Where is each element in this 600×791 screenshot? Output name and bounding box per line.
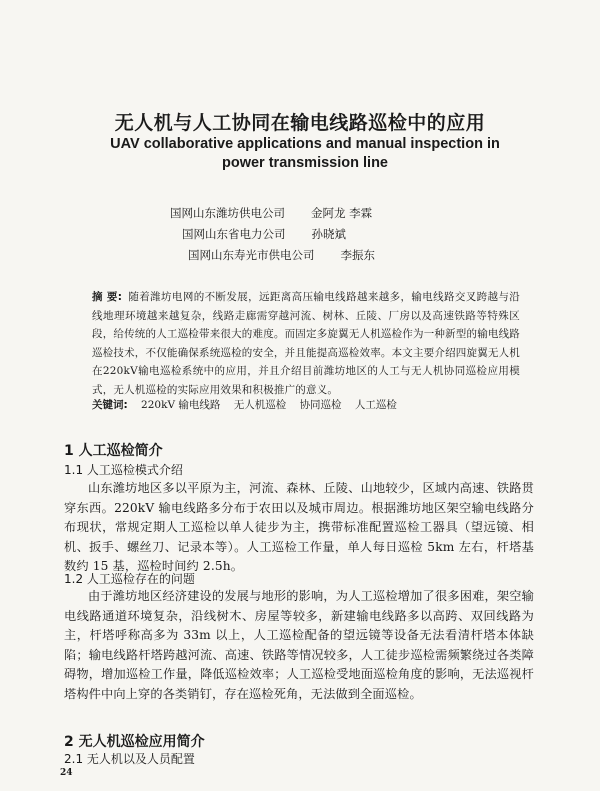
author-row — [170, 203, 490, 224]
paper-title-english: UAV collaborative applications and manual inspection in power transmission line — [110, 136, 500, 171]
author-affiliation: 国网山东寿光市供电公司 — [188, 248, 315, 262]
keyword: 人工巡检 — [354, 399, 397, 411]
author-row — [170, 224, 490, 245]
section-heading-1: 1 人工巡检简介 — [64, 443, 163, 459]
keyword: 协同巡检 — [299, 399, 342, 411]
author-affiliation: 国网山东潍坊供电公司 — [170, 206, 285, 220]
subsection-heading-2-1: 2.1 无人机以及人员配置 — [64, 752, 195, 766]
subsection-heading-1-2: 1.2 人工巡检存在的问题 — [64, 572, 195, 586]
section-heading-2: 2 无人机巡检应用简介 — [64, 734, 205, 750]
page-number: 24 — [60, 768, 73, 778]
paragraph-1-1: 山东潍坊地区多以平原为主，河流、森林、丘陵、山地较少，区域内高速、铁路贯穿东西。220kV 输电线路多分布于农田以及城市周边。根据潍坊地区架空输电线路分布现状，常规定期人工巡检以单人徒步为主，携带标准配置巡检工器具（望远镜、相机、扳手、螺丝刀、记录本等）。人工巡检工作量，单人每日巡检 5km 左右，杆塔基数约 15 基，巡检时间约 2.5h。 — [64, 481, 534, 573]
abstract — [92, 288, 520, 399]
author-block — [170, 203, 490, 266]
keyword: 220kV 输电线路 — [141, 399, 221, 411]
author-affiliation: 国网山东省电力公司 — [182, 227, 286, 241]
abstract-text: 随着潍坊电网的不断发展，远距离高压输电线路越来越多，输电线路交叉跨越与沿线地理环境越来越复杂，线路走廊需穿越河流、树林、丘陵、厂房以及高速铁路等特殊区段，给传统的人工巡检带来很大的难度。而固定多旋翼无人机巡检作为一种新型的输电线路巡检技术，不仅能确保系统巡检的安全，并且能提高巡检效率。本文主要介绍四旋翼无人机在220kV输电巡检系统中的应用，并且介绍目前潍坊地区的人工与无人机协同巡检应用模式，无人机巡检的实际应用效果和积极推广的意义。 — [92, 291, 521, 396]
author-names: 金阿龙 李霖 — [311, 206, 373, 220]
keyword: 无人机巡检 — [233, 399, 287, 411]
author-names: 李振东 — [340, 248, 375, 262]
keywords-label: 关键词: — [92, 399, 128, 411]
paragraph-1-2: 由于潍坊地区经济建设的发展与地形的影响，为人工巡检增加了很多困难，架空输电线路通道环境复杂，沿线树木、房屋等较多，新建输电线路多以高跨、双回线路为主，杆塔呼称高多为 33m 以上，人工巡检配备的望远镜等设备无法看清杆塔本体缺陷；输电线路杆塔跨越河流、高速、铁路等情况较多，人工徒步巡检需频繁绕过各类障碍物，增加巡检工作量，降低巡检效率；人工巡检受地面巡检角度的影响，无法巡视杆塔构件中向上穿的各类销钉，存在巡检死角，无法做到全面巡检。 — [64, 589, 534, 701]
author-row — [170, 245, 490, 266]
keywords — [92, 397, 520, 413]
author-names: 孙晓斌 — [311, 227, 346, 241]
abstract-label: 摘 要: — [92, 291, 123, 303]
subsection-heading-1-1: 1.1 人工巡检模式介绍 — [64, 463, 183, 477]
paper-title-chinese: 无人机与人工协同在输电线路巡检中的应用 — [114, 112, 486, 134]
